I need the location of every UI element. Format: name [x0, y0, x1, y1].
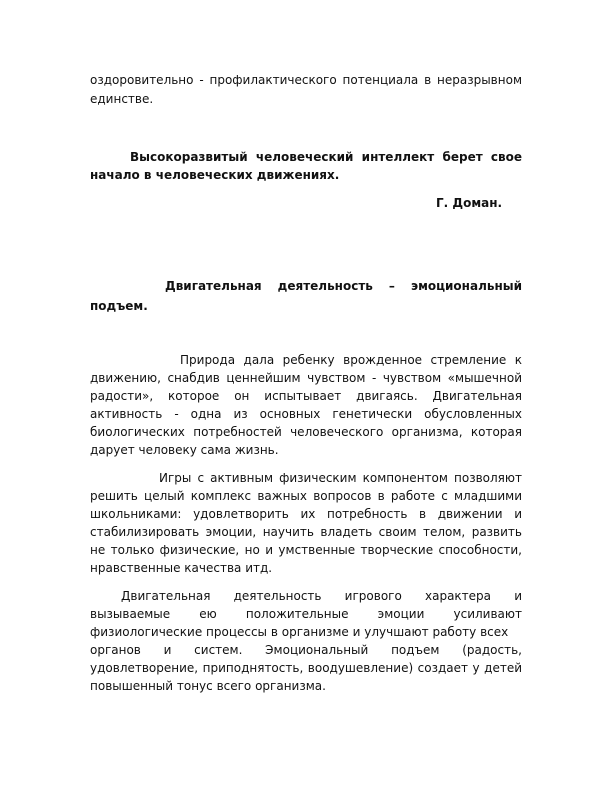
text-line: Игры с активным физическим компонентом позволяют — [159, 471, 522, 485]
text-line: решить целый комплекс важных вопросов в работе с младшими — [90, 489, 522, 503]
text-line: нравственные качества итд. — [90, 561, 273, 575]
text-line: радости», которое он испытывает двигаясь. Двигательная — [90, 389, 522, 403]
text-line: движению, снабдив ценнейшим чувством - чувством «мышечной — [90, 371, 522, 385]
text-line: повышенный тонус всего организма. — [90, 679, 326, 693]
text-line: Природа дала ребенку врожденное стремление к — [180, 353, 522, 367]
section-heading: подъем. — [90, 299, 148, 313]
epigraph-author: Г. Доман. — [436, 196, 503, 210]
text-line: физиологические процессы в организме и улучшают работу всех — [90, 625, 509, 639]
epigraph-line: Высокоразвитый человеческий интеллект берет свое — [130, 150, 522, 164]
text-line: не только физические, но и умственные творческие способности, — [90, 543, 522, 557]
text-line: оздоровительно - профилактического потенциала в неразрывном — [90, 73, 522, 87]
text-line: активность - одна из основных генетически обусловленных — [90, 407, 522, 421]
text-line: единстве. — [90, 92, 154, 106]
text-line: Двигательная деятельность игрового характера и — [121, 589, 522, 603]
text-line: стабилизировать эмоции, научить владеть своим телом, развить — [90, 525, 522, 539]
text-line: вызываемые ею положительные эмоции усиливают — [90, 607, 522, 621]
text-line: школьниками: удовлетворить их потребность в движении и — [90, 507, 522, 521]
epigraph-line: начало в человеческих движениях. — [90, 168, 340, 182]
text-line: удовлетворение, приподнятость, воодушевление) создает у детей — [90, 661, 522, 675]
section-heading: Двигательная деятельность – эмоциональный — [165, 279, 522, 293]
text-line: органов и систем. Эмоциональный подъем (радость, — [90, 643, 522, 657]
text-line: дарует человеку сама жизнь. — [90, 443, 279, 457]
text-line: биологических потребностей человеческого организма, которая — [90, 425, 522, 439]
